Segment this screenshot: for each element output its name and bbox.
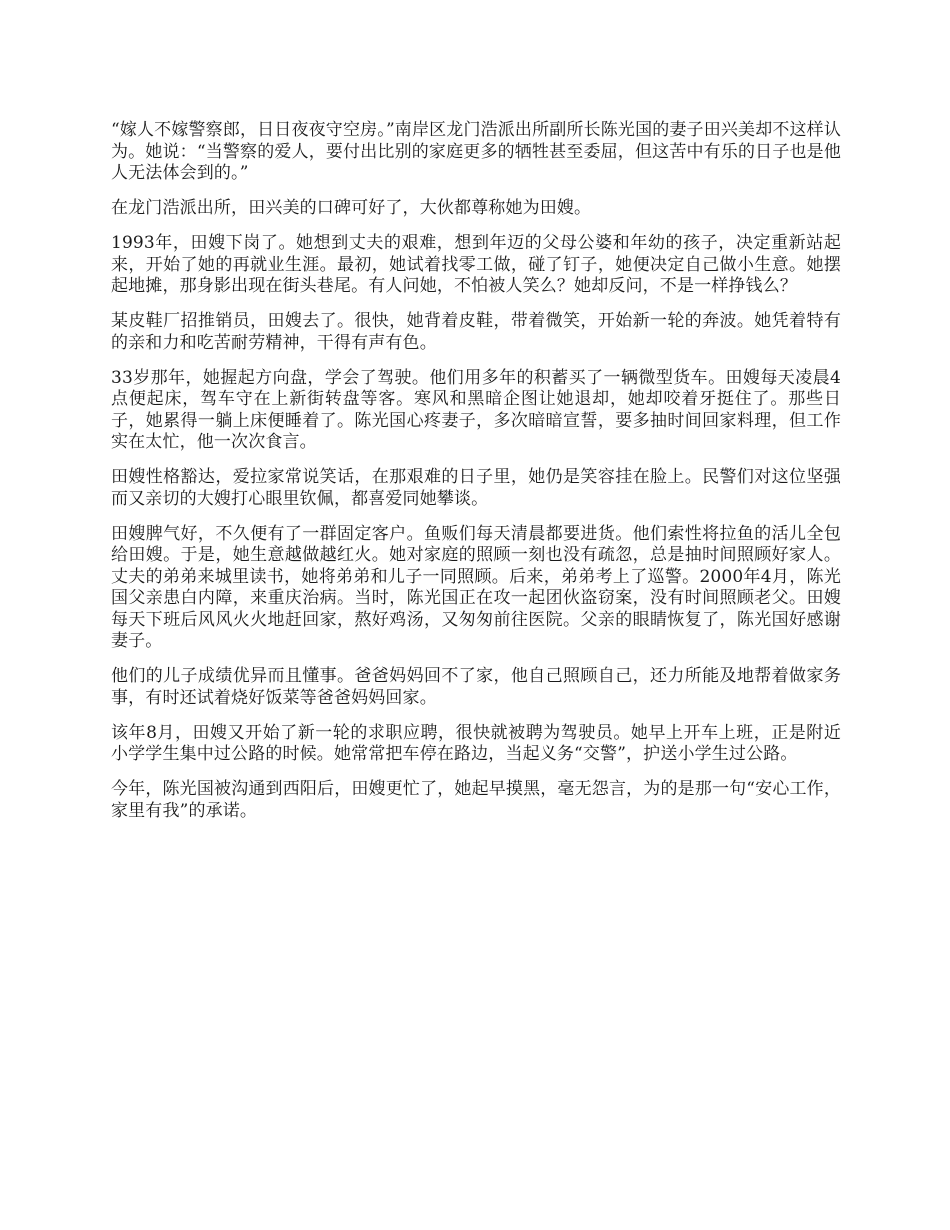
paragraph-7: 田嫂脾气好，不久便有了一群固定客户。鱼贩们每天清晨都要进货。他们索性将拉鱼的活儿全包给田嫂。于是，她生意越做越红火。她对家庭的照顾一刻也没有疏忽，总是抽时间照顾好家人。丈夫的弟弟来城里读书，她将弟弟和儿子一同照顾。后来，弟弟考上了巡警。2000年4月，陈光国父亲患白内障，来重庆治病。当时，陈光国正在攻一起团伙盗窃案，没有时间照顾老父。田嫂每天下班后风风火火地赶回家，熬好鸡汤，又匆匆前往医院。父亲的眼睛恢复了，陈光国好感谢妻子。 — [111, 523, 841, 651]
paragraph-8: 他们的儿子成绩优异而且懂事。爸爸妈妈回不了家，他自己照顾自己，还力所能及地帮着做家务事，有时还试着烧好饭菜等爸爸妈妈回家。 — [111, 666, 841, 708]
paragraph-3: 1993年，田嫂下岗了。她想到丈夫的艰难，想到年迈的父母公婆和年幼的孩子，决定重新站起来，开始了她的再就业生涯。最初，她试着找零工做，碰了钉子，她便决定自己做小生意。她摆起地摊，那身影出现在街头巷尾。有人问她，不怕被人笑么？她却反问，不是一样挣钱么？ — [111, 233, 841, 296]
paragraph-4: 某皮鞋厂招推销员，田嫂去了。很快，她背着皮鞋，带着微笑，开始新一轮的奔波。她凭着特有的亲和力和吃苦耐劳精神，干得有声有色。 — [111, 311, 841, 353]
paragraph-1: “嫁人不嫁警察郎，日日夜夜守空房。”南岸区龙门浩派出所副所长陈光国的妻子田兴美却不这样认为。她说：“当警察的爱人，要付出比别的家庭更多的牺牲甚至委屈，但这苦中有乐的日子也是他人无法体会到的。” — [111, 120, 841, 183]
paragraph-5: 33岁那年，她握起方向盘，学会了驾驶。他们用多年的积蓄买了一辆微型货车。田嫂每天凌晨4点便起床，驾车守在上新街转盘等客。寒风和黑暗企图让她退却，她却咬着牙挺住了。那些日子，她累得一躺上床便睡着了。陈光国心疼妻子，多次暗暗宣誓，要多抽时间回家料理，但工作实在太忙，他一次次食言。 — [111, 367, 841, 452]
paragraph-6: 田嫂性格豁达，爱拉家常说笑话，在那艰难的日子里，她仍是笑容挂在脸上。民警们对这位坚强而又亲切的大嫂打心眼里钦佩，都喜爱同她攀谈。 — [111, 467, 841, 509]
document-body — [111, 120, 841, 836]
paragraph-9: 该年8月，田嫂又开始了新一轮的求职应聘，很快就被聘为驾驶员。她早上开车上班，正是附近小学学生集中过公路的时候。她常常把车停在路边，当起义务“交警”，护送小学生过公路。 — [111, 722, 841, 764]
paragraph-10: 今年，陈光国被沟通到西阳后，田嫂更忙了，她起早摸黑，毫无怨言，为的是那一句“安心工作，家里有我”的承诺。 — [111, 779, 841, 821]
paragraph-2: 在龙门浩派出所，田兴美的口碑可好了，大伙都尊称她为田嫂。 — [111, 198, 592, 218]
